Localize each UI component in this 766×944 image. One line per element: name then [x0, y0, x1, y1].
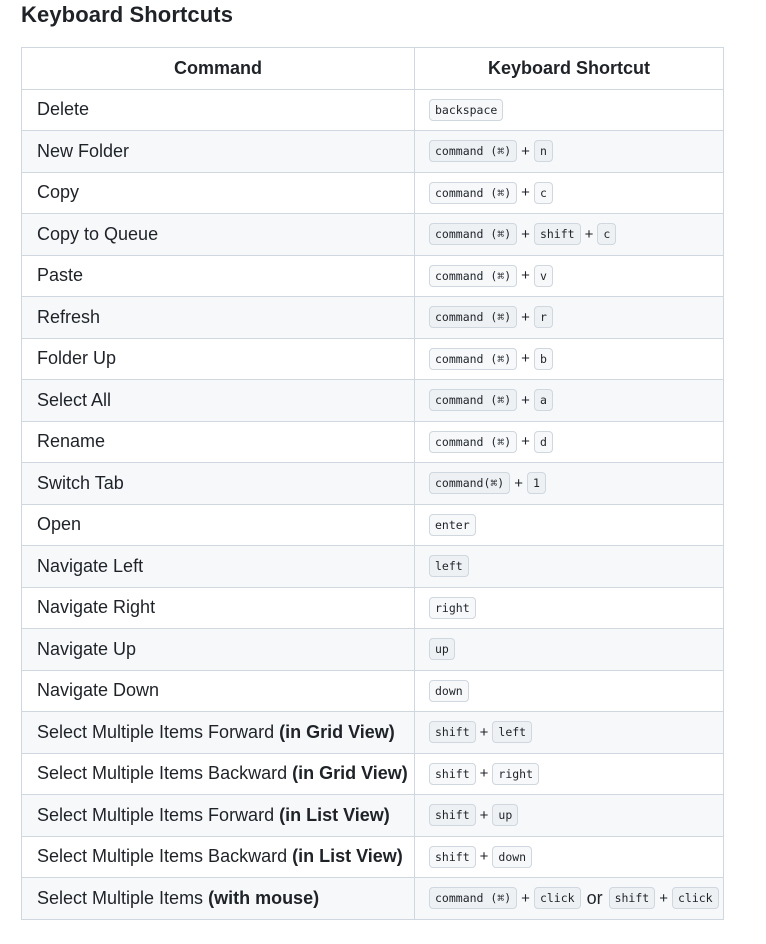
command-label: Copy to Queue	[37, 223, 159, 244]
plus-separator: +	[521, 184, 530, 202]
command-cell	[22, 629, 415, 671]
key-badge: command (⌘)	[429, 348, 517, 370]
shortcuts-table	[21, 47, 724, 920]
shortcut-cell	[415, 836, 724, 878]
command-qualifier: (with mouse)	[208, 887, 320, 908]
shortcut-cell	[415, 753, 724, 795]
key-badge: down	[429, 680, 469, 702]
shortcut-cell	[415, 297, 724, 339]
plus-separator: +	[659, 889, 668, 907]
key-badge: shift	[429, 846, 476, 868]
command-label: Select Multiple Items	[37, 887, 204, 908]
command-cell	[22, 255, 415, 297]
plus-separator: +	[479, 723, 489, 741]
table-row	[22, 753, 724, 795]
command-cell	[22, 670, 415, 712]
shortcut-cell	[415, 89, 724, 131]
table-row	[22, 712, 724, 754]
command-cell	[22, 587, 415, 629]
command-label: Select Multiple Items Forward	[37, 804, 275, 825]
key-badge: v	[534, 265, 553, 287]
table-row	[22, 172, 724, 214]
command-label: Navigate Right	[37, 597, 156, 618]
command-cell	[22, 297, 415, 339]
plus-separator: +	[584, 225, 594, 243]
table-row	[22, 463, 724, 505]
command-qualifier: (in Grid View)	[279, 721, 395, 742]
table-row	[22, 380, 724, 422]
shortcut-cell	[415, 214, 724, 256]
command-cell	[22, 504, 415, 546]
key-badge: 1	[527, 472, 546, 494]
key-badge: shift	[429, 804, 476, 826]
command-cell	[22, 172, 415, 214]
command-label: Refresh	[37, 306, 101, 327]
plus-separator: +	[521, 350, 530, 368]
command-label: Switch Tab	[37, 472, 124, 493]
key-badge: command (⌘)	[429, 223, 517, 245]
plus-separator: +	[479, 848, 489, 866]
shortcut-cell	[415, 463, 724, 505]
shortcut-cell	[415, 878, 724, 920]
plus-separator: +	[514, 474, 524, 492]
command-cell	[22, 546, 415, 588]
command-label: Select All	[37, 389, 112, 410]
table-row	[22, 670, 724, 712]
command-cell	[22, 836, 415, 878]
shortcut-cell	[415, 712, 724, 754]
table-row	[22, 297, 724, 339]
plus-separator: +	[521, 267, 530, 285]
command-label: Folder Up	[37, 348, 117, 369]
key-badge: click	[534, 887, 581, 909]
key-badge: command (⌘)	[429, 140, 517, 162]
plus-separator: +	[521, 142, 530, 160]
command-label: Select Multiple Items Backward	[37, 846, 288, 867]
key-badge: command (⌘)	[429, 265, 517, 287]
shortcut-cell	[415, 255, 724, 297]
key-badge: shift	[534, 223, 581, 245]
shortcut-cell	[415, 795, 724, 837]
key-badge: a	[534, 389, 553, 411]
plus-separator: +	[521, 308, 530, 326]
key-badge: c	[597, 223, 616, 245]
key-badge: left	[429, 555, 469, 577]
command-cell	[22, 463, 415, 505]
command-cell	[22, 131, 415, 173]
command-cell	[22, 712, 415, 754]
or-separator: or	[586, 887, 603, 908]
key-badge: shift	[429, 721, 476, 743]
table-row	[22, 587, 724, 629]
key-badge: left	[492, 721, 532, 743]
table-row	[22, 214, 724, 256]
command-label: Copy	[37, 182, 80, 203]
shortcut-cell	[415, 338, 724, 380]
key-badge: backspace	[429, 99, 503, 121]
shortcut-cell	[415, 131, 724, 173]
command-label: Select Multiple Items Backward	[37, 763, 288, 784]
key-badge: up	[492, 804, 518, 826]
column-header-command: Command	[22, 48, 415, 90]
plus-separator: +	[479, 806, 489, 824]
plus-separator: +	[521, 889, 530, 907]
key-badge: b	[534, 348, 553, 370]
page-title: Keyboard Shortcuts	[21, 2, 234, 27]
table-header-row	[22, 48, 724, 90]
plus-separator: +	[521, 225, 530, 243]
key-badge: r	[534, 306, 553, 328]
command-label: Rename	[37, 431, 106, 452]
plus-separator: +	[479, 765, 489, 783]
key-badge: command (⌘)	[429, 389, 517, 411]
command-cell	[22, 338, 415, 380]
key-badge: command (⌘)	[429, 887, 517, 909]
key-badge: n	[534, 140, 553, 162]
command-qualifier: (in Grid View)	[292, 763, 408, 784]
command-qualifier: (in List View)	[292, 846, 403, 867]
command-cell	[22, 89, 415, 131]
shortcut-cell	[415, 629, 724, 671]
key-badge: command (⌘)	[429, 182, 517, 204]
table-row	[22, 131, 724, 173]
table-row	[22, 338, 724, 380]
command-label: Navigate Left	[37, 555, 144, 576]
key-badge: up	[429, 638, 455, 660]
shortcut-cell	[415, 421, 724, 463]
table-row	[22, 546, 724, 588]
key-badge: enter	[429, 514, 476, 536]
table-body	[22, 89, 724, 919]
command-cell	[22, 421, 415, 463]
command-cell	[22, 795, 415, 837]
key-badge: right	[492, 763, 539, 785]
shortcut-cell	[415, 172, 724, 214]
table-row	[22, 795, 724, 837]
command-label: Navigate Up	[37, 638, 137, 659]
key-badge: down	[492, 846, 532, 868]
command-cell	[22, 878, 415, 920]
command-cell	[22, 214, 415, 256]
table-row	[22, 629, 724, 671]
column-header-shortcut: Keyboard Shortcut	[415, 48, 724, 90]
command-qualifier: (in List View)	[279, 804, 390, 825]
key-badge: command (⌘)	[429, 306, 517, 328]
shortcut-cell	[415, 504, 724, 546]
key-badge: c	[534, 182, 553, 204]
key-badge: right	[429, 597, 476, 619]
key-badge: command(⌘)	[429, 472, 510, 494]
table-row	[22, 255, 724, 297]
key-badge: d	[534, 431, 553, 453]
key-badge: shift	[429, 763, 476, 785]
command-label: Open	[37, 514, 82, 535]
table-row	[22, 504, 724, 546]
shortcut-cell	[415, 546, 724, 588]
shortcut-cell	[415, 380, 724, 422]
command-label: Delete	[37, 99, 90, 120]
plus-separator: +	[521, 391, 530, 409]
table-row	[22, 89, 724, 131]
command-label: Navigate Down	[37, 680, 160, 701]
command-cell	[22, 380, 415, 422]
key-badge: shift	[609, 887, 656, 909]
key-badge: command (⌘)	[429, 431, 517, 453]
plus-separator: +	[521, 433, 530, 451]
table-row	[22, 836, 724, 878]
shortcut-cell	[415, 587, 724, 629]
command-cell	[22, 753, 415, 795]
table-row	[22, 421, 724, 463]
table-row	[22, 878, 724, 920]
command-label: Paste	[37, 265, 84, 286]
shortcut-cell	[415, 670, 724, 712]
command-label: New Folder	[37, 140, 130, 161]
command-label: Select Multiple Items Forward	[37, 721, 275, 742]
key-badge: click	[672, 887, 719, 909]
